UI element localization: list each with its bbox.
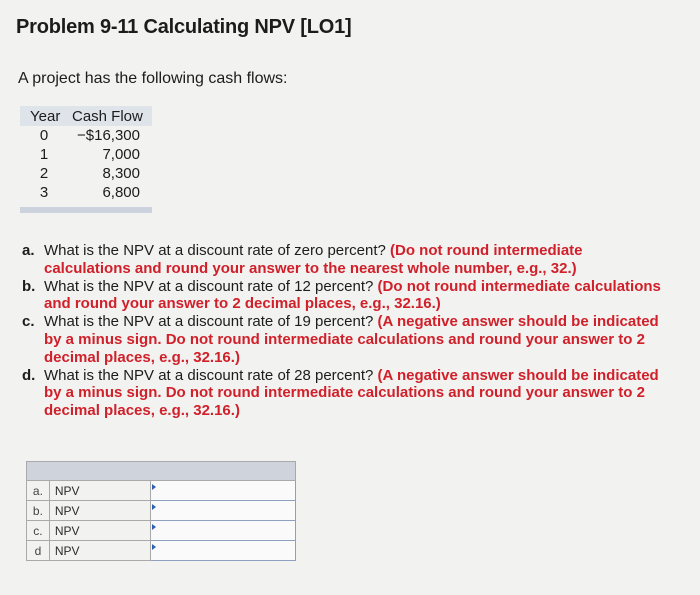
answer-label: NPV <box>49 501 150 521</box>
cash-flow-header-label: Cash Flow <box>72 107 143 125</box>
year-cell: 0 <box>39 127 49 144</box>
cash-flow-row <box>20 164 152 183</box>
answer-table-header <box>27 462 296 481</box>
input-marker-icon <box>152 484 156 490</box>
question-text: What is the NPV at a discount rate of 12 percent? <box>44 277 374 295</box>
answer-letter: d <box>27 541 50 561</box>
answer-letter: b. <box>27 501 50 521</box>
question-instruction: (Do not round intermediate calculations and round your answer to 2 decimal places, e.g., 32.16.) <box>44 277 661 313</box>
answer-row-d <box>27 541 296 561</box>
answer-table <box>26 461 296 561</box>
cash-flow-cell: 8,300 <box>102 165 140 182</box>
year-cell: 3 <box>39 184 49 201</box>
page-title: Problem 9-11 Calculating NPV [LO1] <box>16 16 352 38</box>
answer-label: NPV <box>49 521 150 541</box>
question-d <box>22 367 662 420</box>
year-header: Year <box>30 107 61 125</box>
question-instruction: (A negative answer should be indicated by a minus sign. Do not round intermediate calculations and round your answer to 2 decimal places, e.g., 32.16.) <box>44 313 659 366</box>
cash-flow-cell: −$16,300 <box>77 127 140 144</box>
input-marker-icon <box>152 544 156 550</box>
year-cell: 2 <box>39 165 49 182</box>
answer-row-b <box>27 501 296 521</box>
npv-input-c[interactable] <box>150 521 295 541</box>
answer-row-c <box>27 521 296 541</box>
question-letter: d. <box>22 366 36 384</box>
question-b <box>22 278 662 314</box>
npv-input-b[interactable] <box>150 501 295 521</box>
input-marker-icon <box>152 504 156 510</box>
npv-input-a[interactable] <box>150 481 295 501</box>
answer-letter: a. <box>27 481 50 501</box>
question-text: What is the NPV at a discount rate of zero percent? <box>44 242 386 259</box>
cash-flow-row <box>20 145 152 164</box>
cash-flow-table <box>20 106 152 202</box>
question-letter: a. <box>22 242 35 259</box>
intro-text: A project has the following cash flows: <box>18 70 288 87</box>
answer-label: NPV <box>49 541 150 561</box>
cash-flow-cell: 7,000 <box>102 146 140 163</box>
question-c <box>22 313 662 366</box>
answer-row-a <box>27 481 296 501</box>
cash-flow-row <box>20 183 152 202</box>
cash-flow-header <box>20 106 152 126</box>
question-a <box>22 242 662 278</box>
cash-flow-cell: 6,800 <box>102 184 140 201</box>
question-instruction: (A negative answer should be indicated by a minus sign. Do not round intermediate calculations and round your answer to 2 decimal places, e.g., 32.16.) <box>44 366 659 420</box>
question-letter: c. <box>22 313 35 331</box>
cash-flow-table-footer <box>20 207 152 213</box>
question-text: What is the NPV at a discount rate of 28 percent? <box>44 366 374 384</box>
question-text: What is the NPV at a discount rate of 19 percent? <box>44 313 374 331</box>
cash-flow-row <box>20 126 152 145</box>
question-instruction: (Do not round intermediate calculations and round your answer to the nearest whole number, e.g., 32.) <box>44 242 583 277</box>
answer-label: NPV <box>49 481 150 501</box>
question-list <box>22 242 662 420</box>
answer-letter: c. <box>27 521 50 541</box>
year-cell: 1 <box>39 146 49 163</box>
question-letter: b. <box>22 277 36 295</box>
input-marker-icon <box>152 524 156 530</box>
npv-input-d[interactable] <box>150 541 295 561</box>
